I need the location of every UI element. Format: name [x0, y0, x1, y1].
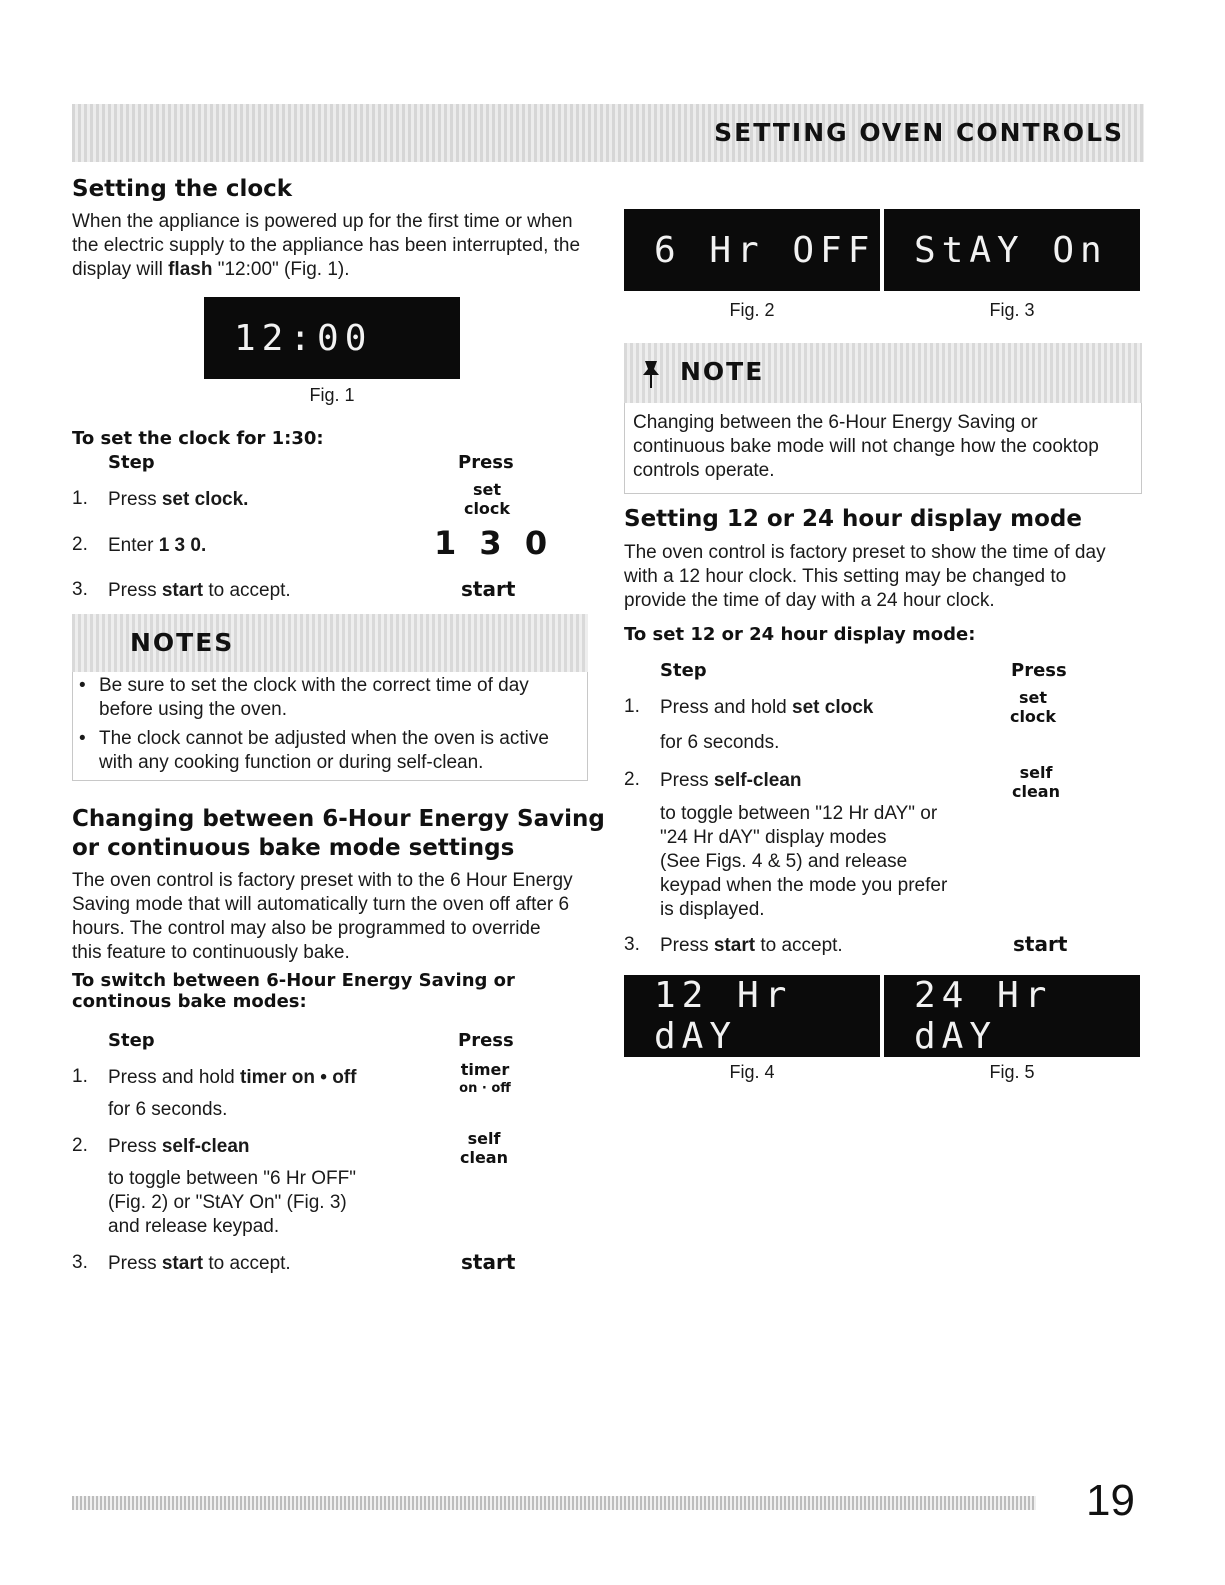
hour-step-3-num: 3. [624, 934, 640, 955]
energy-step-3-num: 3. [72, 1252, 88, 1273]
fig3-label: Fig. 3 [989, 300, 1035, 320]
energy-step-1-sub: for 6 seconds. [108, 1099, 228, 1120]
clock-step-header: Step [108, 452, 155, 473]
fig5-label: Fig. 5 [989, 1062, 1035, 1082]
hour-mode-body: The oven control is factory preset to show the time of day with a 12 hour clock. This setting may be changed to provide the time of day with a 24 hour clock. [624, 542, 1106, 611]
hour-mode-heading: Setting 12 or 24 hour display mode [624, 506, 1082, 532]
hour-step-2-sub: to toggle between "12 Hr dAY" or "24 Hr dAY" display modes (See Figs. 4 & 5) and release keypad when the mode you prefer is displayed. [660, 803, 948, 920]
clock-intro-line: When the appliance is powered up for the first time or when [72, 211, 573, 232]
clock-heading: Setting the clock [72, 176, 293, 202]
clock-step-2-text: Enter 1 3 0. [108, 535, 207, 556]
fig4-display: 12 Hr dAY [624, 975, 880, 1057]
energy-press-header: Press [458, 1030, 514, 1051]
hour-step-2-text: Press self-clean [660, 770, 802, 791]
energy-step-2-text: Press self-clean [108, 1136, 250, 1157]
notes-title: NOTES [130, 628, 235, 657]
clock-intro-line: display will flash "12:00" (Fig. 1). [72, 259, 350, 280]
pushpin-icon [640, 359, 662, 389]
fig1-label: Fig. 1 [309, 385, 355, 405]
clock-intro-line: the electric supply to the appliance has been interrupted, the [72, 235, 581, 256]
set-clock-key-label: set clock [463, 480, 511, 518]
fig2-display: 6 Hr OFF [624, 209, 880, 291]
note-body [624, 403, 1142, 494]
fig4-label: Fig. 4 [729, 1062, 775, 1082]
notes-header [72, 614, 588, 672]
hour-mode-press-header: Press [1011, 660, 1067, 681]
hour-mode-step-header: Step [660, 660, 707, 681]
clock-step-3-text: Press start to accept. [108, 580, 291, 601]
clock-intro [72, 210, 592, 282]
page-number: 19 [1086, 1476, 1135, 1525]
clock-step-1-text: Press set clock. [108, 489, 249, 510]
clock-step-1-num: 1. [72, 488, 88, 509]
fig2-label: Fig. 2 [729, 300, 775, 320]
notes-item: • The clock cannot be adjusted when the oven is active with any cooking function or during self-clean. [79, 728, 549, 773]
energy-subheading: To switch between 6-Hour Energy Saving or continous bake modes: [72, 970, 515, 1012]
note-text: Changing between the 6-Hour Energy Saving or continuous bake mode will not change how the cooktop controls operate. [633, 412, 1099, 481]
banner-title: SETTING OVEN CONTROLS [714, 118, 1124, 147]
hour-mode-subheading: To set 12 or 24 hour display mode: [624, 624, 976, 645]
notes-body [72, 672, 588, 781]
energy-step-3-text: Press start to accept. [108, 1253, 291, 1274]
self-clean-key-label: self clean [1011, 763, 1060, 801]
start-key-label: start [461, 577, 516, 601]
start-key-label: start [461, 1250, 516, 1274]
energy-heading-line-2: or continuous bake mode settings [72, 835, 515, 861]
energy-step-2-sub: to toggle between "6 Hr OFF" (Fig. 2) or "StAY On" (Fig. 3) and release keypad. [108, 1168, 356, 1237]
energy-step-header: Step [108, 1030, 155, 1051]
hour-step-1-num: 1. [624, 696, 640, 717]
notes-item: • Be sure to set the clock with the correct time of day before using the oven. [79, 675, 529, 720]
fig1-display: 12:00 [204, 297, 460, 379]
energy-step-1-num: 1. [72, 1066, 88, 1087]
energy-step-1-text: Press and hold timer on • off [108, 1067, 357, 1088]
number-keys-label: 1 3 0 [434, 524, 554, 562]
hour-step-3-text: Press start to accept. [660, 935, 843, 956]
clock-subheading: To set the clock for 1:30: [72, 428, 324, 449]
energy-step-2-num: 2. [72, 1135, 88, 1156]
section-banner [72, 104, 1144, 162]
self-clean-key-label: self clean [459, 1129, 508, 1167]
clock-step-2-num: 2. [72, 534, 88, 555]
timer-key-label: timer on · off [459, 1060, 511, 1096]
energy-heading-line-1: Changing between 6-Hour Energy Saving [72, 806, 605, 832]
fig3-display: StAY On [884, 209, 1140, 291]
fig5-display: 24 Hr dAY [884, 975, 1140, 1057]
hour-step-1-text: Press and hold set clock [660, 697, 874, 718]
clock-press-header: Press [458, 452, 514, 473]
hour-step-1-sub: for 6 seconds. [660, 732, 780, 753]
footer-rule [72, 1496, 1036, 1510]
note-header [624, 343, 1142, 403]
note-title: NOTE [680, 357, 765, 386]
start-key-label: start [1013, 932, 1068, 956]
energy-body: The oven control is factory preset with to the 6 Hour Energy Saving mode that will automatically turn the oven off after 6 hours. The control may also be programmed to override this feature to continuously bake. [72, 870, 573, 963]
hour-step-2-num: 2. [624, 769, 640, 790]
clock-step-3-num: 3. [72, 579, 88, 600]
set-clock-key-label: set clock [1009, 688, 1057, 726]
